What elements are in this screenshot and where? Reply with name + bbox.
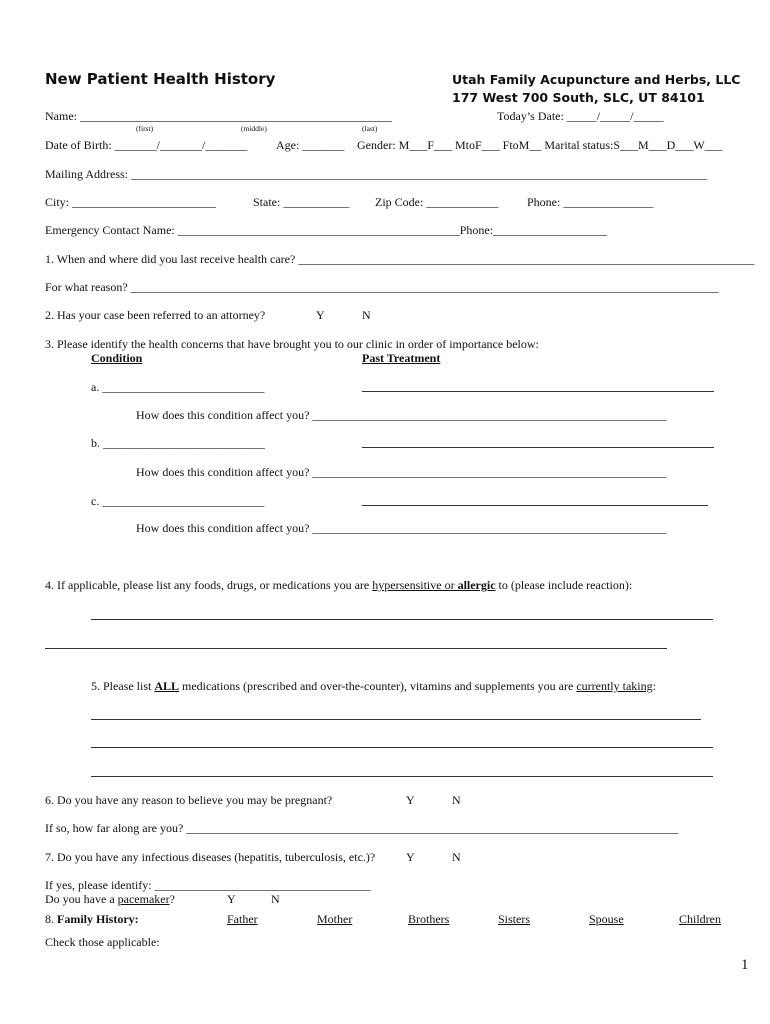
phone-field[interactable]: Phone: _______________	[527, 195, 654, 209]
name-last-caption: (last)	[362, 124, 378, 133]
q4-text-pre: 4. If applicable, please list any foods, drugs, or medications you are	[45, 578, 373, 592]
q8-col-father[interactable]: Father	[227, 912, 258, 926]
q4-answer-line-1[interactable]	[91, 619, 713, 620]
q5-all: ALL	[154, 679, 180, 693]
q5-text-post: :	[652, 679, 656, 693]
clinic-name: Utah Family Acupuncture and Herbs, LLC	[452, 72, 741, 87]
q3-affect-b[interactable]: How does this condition affect you? ___________________________________________________________	[136, 465, 667, 479]
dob-field[interactable]: Date of Birth: _______/_______/_______	[45, 138, 248, 152]
q8-col-sisters[interactable]: Sisters	[498, 912, 531, 926]
q3-treatment-b-line[interactable]	[362, 447, 714, 448]
q8-label: Family History:	[57, 912, 139, 926]
q3-past-treatment-header: Past Treatment	[362, 351, 441, 365]
pacemaker-question	[45, 892, 175, 907]
q3-health-concerns: 3. Please identify the health concerns that have brought you to our clinic in order of importance below:	[45, 337, 539, 351]
q8-number: 8.	[45, 912, 57, 926]
name-first-caption: (first)	[136, 124, 154, 133]
q5-medications	[91, 679, 656, 694]
q5-answer-line-3[interactable]	[91, 776, 713, 777]
q7-identify[interactable]: If yes, please identify: ____________________________________	[45, 878, 371, 892]
q3-affect-c[interactable]: How does this condition affect you? ___________________________________________________________	[136, 521, 667, 535]
q4-hypersensitive: hypersensitive or	[372, 578, 458, 592]
q7-no[interactable]: N	[452, 850, 461, 864]
name-middle-caption: (middle)	[241, 124, 267, 133]
q7-yes[interactable]: Y	[406, 850, 415, 864]
q3-treatment-c-line[interactable]	[362, 505, 708, 506]
q2-yes[interactable]: Y	[316, 308, 325, 322]
q8-family-history	[45, 912, 139, 927]
state-field[interactable]: State: ___________	[253, 195, 350, 209]
q4-text-post: to (please include reaction):	[495, 578, 633, 592]
form-title: New Patient Health History	[45, 70, 276, 88]
q2-attorney: 2. Has your case been referred to an attorney?	[45, 308, 266, 322]
pacemaker-word: pacemaker	[117, 892, 170, 906]
q3-condition-a[interactable]: a. ___________________________	[91, 380, 265, 394]
pacemaker-yes[interactable]: Y	[227, 892, 236, 906]
todays-date-field[interactable]: Today’s Date: _____/_____/_____	[497, 109, 664, 123]
pacemaker-no[interactable]: N	[271, 892, 280, 906]
mailing-address-field[interactable]: Mailing Address: ________________________________________________________________________________________________	[45, 167, 707, 181]
q8-col-children[interactable]: Children	[679, 912, 721, 926]
emergency-contact-field[interactable]: Emergency Contact Name: _______________________________________________Phone:___________________	[45, 223, 608, 237]
q8-col-mother[interactable]: Mother	[317, 912, 353, 926]
q1-last-care[interactable]: 1. When and where did you last receive health care? ____________________________________________________________________________	[45, 252, 755, 266]
q8-col-brothers[interactable]: Brothers	[408, 912, 450, 926]
pacemaker-text-post: ?	[169, 892, 175, 906]
q5-currently-taking: currently taking	[576, 679, 653, 693]
q1-reason[interactable]: For what reason? __________________________________________________________________________________________________	[45, 280, 719, 294]
age-field[interactable]: Age: _______	[276, 138, 345, 152]
name-field[interactable]: Name: ____________________________________________________	[45, 109, 392, 123]
zip-field[interactable]: Zip Code: ____________	[375, 195, 499, 209]
q8-check-applicable: Check those applicable:	[45, 935, 160, 949]
q3-condition-c[interactable]: c. ___________________________	[91, 494, 265, 508]
page-number: 1	[741, 957, 749, 973]
q4-answer-line-2[interactable]	[45, 648, 667, 649]
q3-affect-a[interactable]: How does this condition affect you? ___________________________________________________________	[136, 408, 667, 422]
clinic-address: 177 West 700 South, SLC, UT 84101	[452, 90, 705, 105]
q2-no[interactable]: N	[362, 308, 371, 322]
q6-how-far[interactable]: If so, how far along are you? __________________________________________________________________________________	[45, 821, 679, 835]
q5-text-pre: 5. Please list	[91, 679, 155, 693]
q5-answer-line-2[interactable]	[91, 747, 713, 748]
gender-marital-field[interactable]: Gender: M___F___ MtoF___ FtoM__ Marital status:S___M___D___W___	[357, 138, 723, 152]
q6-yes[interactable]: Y	[406, 793, 415, 807]
q3-condition-b[interactable]: b. ___________________________	[91, 436, 265, 450]
q5-text-mid: medications (prescribed and over-the-counter), vitamins and supplements you are	[179, 679, 577, 693]
q6-pregnant: 6. Do you have any reason to believe you may be pregnant?	[45, 793, 333, 807]
q7-infectious: 7. Do you have any infectious diseases (hepatitis, tuberculosis, etc.)?	[45, 850, 376, 864]
pacemaker-text-pre: Do you have a	[45, 892, 118, 906]
city-field[interactable]: City: ________________________	[45, 195, 217, 209]
q5-answer-line-1[interactable]	[91, 719, 701, 720]
q4-allergic: allergic	[457, 578, 496, 592]
q6-no[interactable]: N	[452, 793, 461, 807]
q4-allergies	[45, 578, 632, 593]
q3-treatment-a-line[interactable]	[362, 391, 714, 392]
q8-col-spouse[interactable]: Spouse	[589, 912, 624, 926]
q3-condition-header: Condition	[91, 351, 143, 365]
